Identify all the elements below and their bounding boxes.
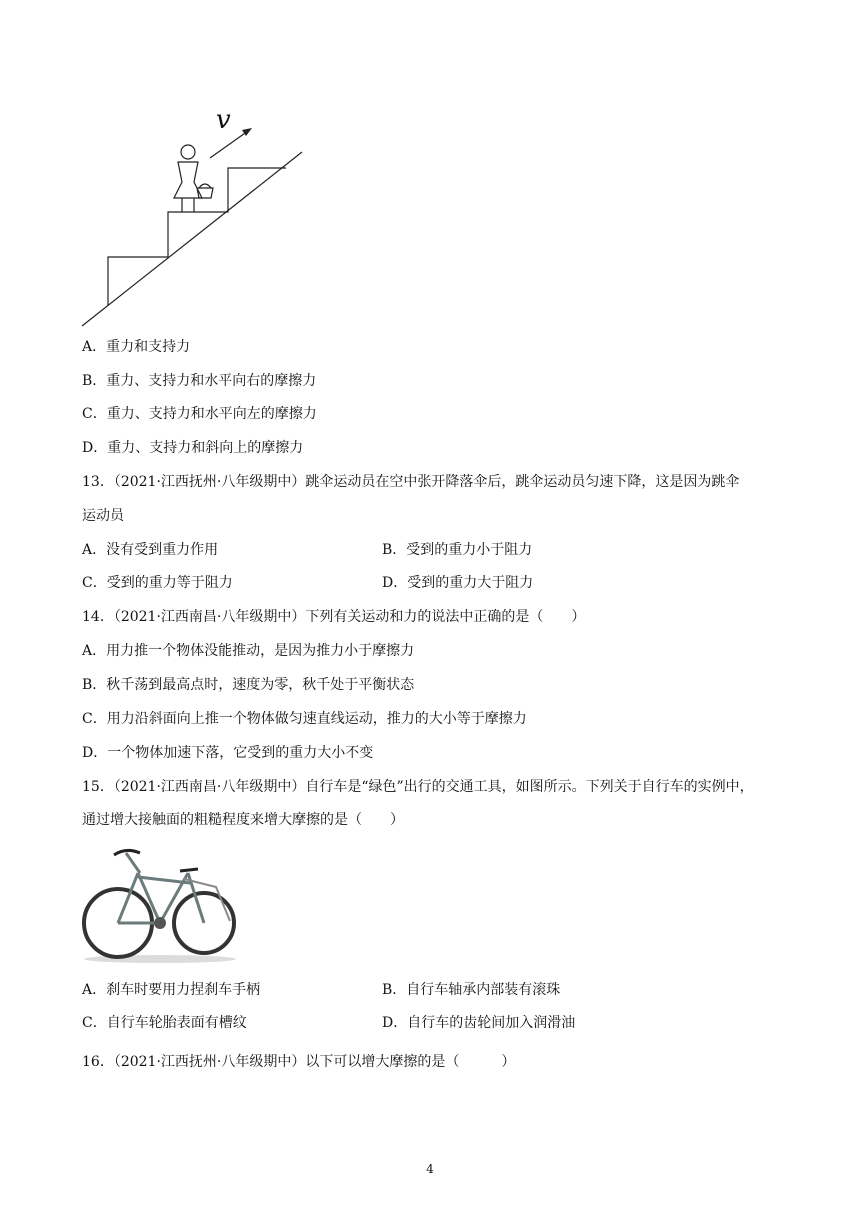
q14-option-d: D．一个物体加速下落，它受到的重力大小不变: [82, 745, 374, 761]
q14-option-c: C．用力沿斜面向上推一个物体做匀速直线运动，推力的大小等于摩擦力: [82, 711, 527, 727]
q12-option-d: D．重力、支持力和斜向上的摩擦力: [82, 440, 304, 456]
page-number: 4: [426, 1162, 434, 1176]
q16-stem: 16．（2021·江西抚州·八年级期中）以下可以增大摩擦的是（ ）: [82, 1054, 516, 1070]
q12-option-c: C．重力、支持力和水平向左的摩擦力: [82, 406, 317, 422]
q13-option-d: D．受到的重力大于阻力: [382, 575, 534, 591]
q15-option-c: C．自行车轮胎表面有槽纹: [82, 1015, 247, 1031]
q13-option-c: C．受到的重力等于阻力: [82, 575, 233, 591]
q15-option-b: B．自行车轴承内部装有滚珠: [382, 982, 561, 998]
q15-stem-line1: 15．（2021·江西南昌·八年级期中）自行车是“绿色”出行的交通工具，如图所示。下列关于自行车的实例中，: [82, 779, 754, 795]
q13-option-a: A．没有受到重力作用: [82, 542, 219, 558]
q13-option-b: B．受到的重力小于阻力: [382, 542, 533, 558]
q12-option-b: B．重力、支持力和水平向右的摩擦力: [82, 373, 317, 389]
bicycle-image: [80, 843, 240, 963]
velocity-label: v: [216, 105, 231, 135]
q14-option-a: A．用力推一个物体没能推动，是因为推力小于摩擦力: [82, 643, 415, 659]
escalator-figure: [70, 100, 310, 330]
q14-stem: 14．（2021·江西南昌·八年级期中）下列有关运动和力的说法中正确的是（ ）: [82, 609, 586, 625]
q12-option-a: A．重力和支持力: [82, 339, 191, 355]
q14-option-b: B．秋千荡到最高点时，速度为零，秋千处于平衡状态: [82, 677, 415, 693]
q15-option-a: A．刹车时要用力捏刹车手柄: [82, 982, 261, 998]
q13-stem-line2: 运动员: [82, 508, 124, 524]
q13-stem-line1: 13．（2021·江西抚州·八年级期中）跳伞运动员在空中张开降落伞后，跳伞运动员匀速下降，这是因为跳伞: [82, 474, 740, 490]
q15-stem-line2: 通过增大接触面的粗糙程度来增大摩擦的是（ ）: [82, 812, 404, 828]
q15-option-d: D．自行车的齿轮间加入润滑油: [382, 1015, 576, 1031]
